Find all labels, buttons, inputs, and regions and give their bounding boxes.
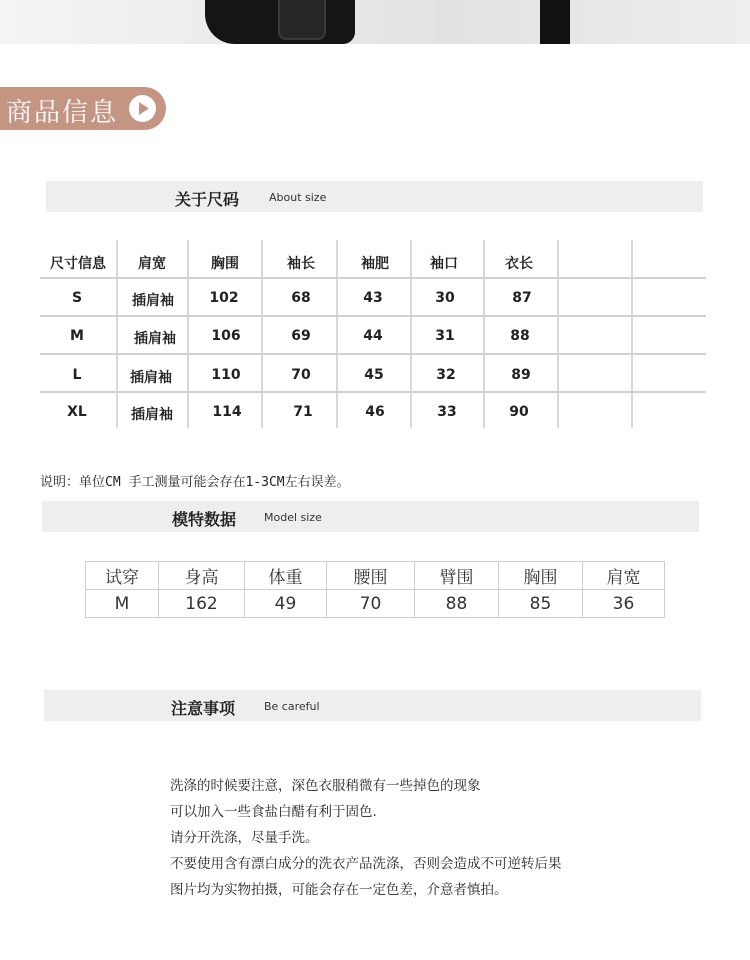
size-cell: 插肩袖: [130, 370, 172, 386]
size-header-cell: 袖肥: [361, 256, 389, 272]
size-cell: 89: [511, 367, 531, 383]
model-header-cell: 腰围: [327, 562, 415, 590]
model-section-header: [42, 501, 699, 532]
model-table: [85, 561, 665, 618]
size-cell: L: [72, 367, 82, 383]
model-value-cell: 85: [499, 590, 583, 618]
size-cell: 46: [365, 404, 385, 420]
play-circle-icon: [129, 95, 156, 122]
care-line: 请分开洗涤，尽量手洗。: [170, 830, 319, 846]
model-value-cell: M: [86, 590, 159, 618]
care-section-header: [44, 690, 701, 721]
model-value-cell: 88: [415, 590, 499, 618]
care-instructions: [170, 773, 562, 903]
size-cell: XL: [67, 404, 87, 420]
size-cell: 44: [363, 328, 383, 344]
model-value-cell: 36: [583, 590, 665, 618]
model-value-row: [86, 590, 665, 618]
care-line: 图片均为实物拍摄，可能会存在一定色差，介意者慎拍。: [170, 882, 508, 898]
care-line: 洗涤的时候要注意，深色衣服稍微有一些掉色的现象: [170, 778, 481, 794]
size-cell: M: [70, 328, 84, 344]
size-cell: S: [71, 290, 83, 306]
care-line: 可以加入一些食盐白醋有利于固色.: [170, 804, 377, 820]
size-cell: 32: [436, 367, 456, 383]
size-cell: 87: [512, 290, 532, 306]
measurement-note: 说明：单位CM 手工测量可能会存在1-3CM左右误差。: [40, 475, 350, 490]
model-header-cell: 臂围: [415, 562, 499, 590]
care-section-title: 注意事项: [171, 699, 236, 718]
size-cell: 102: [209, 290, 239, 306]
model-header-row: [86, 562, 665, 590]
size-cell: 71: [293, 404, 313, 420]
size-section-subtitle: About size: [269, 191, 327, 204]
product-info-tag-label: 商品信息: [6, 98, 119, 128]
model-header-cell: 胸围: [499, 562, 583, 590]
size-header-cell: 尺寸信息: [50, 256, 106, 272]
size-cell: 33: [437, 404, 457, 420]
model-section-title: 模特数据: [172, 510, 237, 529]
model-value-cell: 49: [245, 590, 327, 618]
size-cell: 114: [212, 404, 242, 420]
size-cell: 90: [509, 404, 529, 420]
size-header-cell: 袖口: [430, 256, 458, 272]
size-cell: 插肩袖: [131, 407, 173, 423]
size-table: [40, 240, 708, 430]
size-cell: 43: [363, 290, 383, 306]
size-cell: 插肩袖: [134, 331, 176, 347]
model-section-subtitle: Model size: [264, 511, 322, 524]
model-header-cell: 试穿: [86, 562, 159, 590]
model-value-cell: 162: [159, 590, 245, 618]
model-header-cell: 身高: [159, 562, 245, 590]
care-line: 不要使用含有漂白成分的洗衣产品洗涤，否则会造成不可逆转后果: [170, 856, 562, 872]
size-cell: 45: [364, 367, 384, 383]
size-cell: 插肩袖: [132, 293, 174, 309]
model-header-cell: 肩宽: [583, 562, 665, 590]
size-cell: 106: [211, 328, 241, 344]
size-header-cell: 胸围: [211, 256, 239, 272]
care-section-subtitle: Be careful: [264, 700, 320, 713]
size-cell: 68: [291, 290, 311, 306]
product-photo-sleeve: [540, 0, 570, 44]
size-header-cell: 肩宽: [138, 256, 166, 272]
product-photo-strip: [0, 0, 750, 44]
size-cell: 30: [435, 290, 455, 306]
product-photo-pocket: [278, 0, 326, 40]
model-value-cell: 70: [327, 590, 415, 618]
size-section-header: [46, 181, 703, 212]
size-header-cell: 衣长: [505, 256, 533, 272]
size-cell: 31: [435, 328, 455, 344]
product-info-tag: [0, 87, 166, 130]
size-cell: 69: [291, 328, 311, 344]
size-cell: 88: [510, 328, 530, 344]
size-header-cell: 袖长: [287, 256, 315, 272]
size-section-title: 关于尺码: [175, 190, 240, 209]
model-header-cell: 体重: [245, 562, 327, 590]
size-cell: 110: [211, 367, 241, 383]
size-cell: 70: [291, 367, 311, 383]
